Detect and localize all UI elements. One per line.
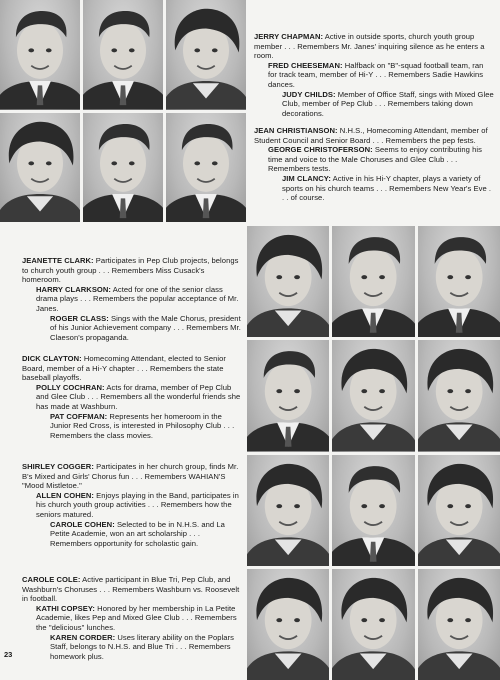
- student-portrait: [83, 113, 163, 223]
- bio-block-left-1: [22, 256, 242, 342]
- student-name: FRED CHEESEMAN:: [268, 60, 343, 70]
- page-number: 23: [4, 650, 13, 659]
- bio-entry: [22, 354, 242, 383]
- student-bio: Active participant in Blue Tri, Pep Club, and Washburn's Choruses . . . Remembers Washburn vs. Roosevelt in football.: [22, 575, 240, 604]
- student-bio: Active in his Hi-Y chapter, plays a variety of sports on his church teams . . . Remembers New Year's Eve . . . of course.: [282, 173, 492, 203]
- student-bio: Enjoys playing in the Band, participates in his church youth group activities . . . Remembers how the seniors matured.: [36, 490, 239, 519]
- bio-entry: [22, 412, 242, 441]
- student-portrait: [332, 340, 414, 451]
- bio-entry: [254, 145, 494, 174]
- student-bio: Homecoming Attendant, elected to Senior Board, member of a Hi-Y chapter . . . Remembers the state baseball playoffs.: [22, 354, 226, 383]
- student-name: HARRY CLARKSON:: [36, 284, 111, 294]
- student-bio: Acted for one of the senior class drama plays . . . Remembers the popular acceptance of Mr. Janes.: [36, 284, 239, 313]
- portrait-grid-right: [247, 226, 500, 680]
- student-bio: Selected to be in N.H.S. and La Petite Academie, won an art scholarship . . . Remembers opportunity for scholastic gain.: [50, 519, 225, 548]
- bio-entry: [22, 491, 242, 520]
- student-portrait: [418, 226, 500, 337]
- bio-entry: [22, 575, 242, 604]
- student-bio: Participates in Pep Club projects, belongs to church youth group . . . Remembers Miss Cusack's homeroom.: [22, 256, 239, 285]
- student-name: JERRY CHAPMAN:: [254, 32, 324, 41]
- student-portrait: [247, 569, 329, 680]
- student-portrait: [332, 455, 414, 566]
- student-portrait: [166, 0, 246, 110]
- student-name: JEAN CHRISTIANSON:: [254, 126, 338, 135]
- bio-entry: [22, 520, 242, 549]
- bio-entry: [22, 462, 242, 491]
- student-name: JEANETTE CLARK:: [22, 256, 94, 265]
- student-name: GEORGE CHRISTOFERSON:: [268, 145, 373, 155]
- bio-block-left-4: [22, 575, 242, 661]
- bio-block-left-2: [22, 354, 242, 440]
- student-portrait: [166, 113, 246, 223]
- student-bio: N.H.S., Homecoming Attendant, member of Student Council and Senior Board . . . Remembers the pep fests.: [254, 126, 488, 145]
- student-name: CAROLE COLE:: [22, 575, 81, 584]
- bio-entry: [254, 126, 494, 145]
- student-portrait: [418, 340, 500, 451]
- student-name: SHIRLEY COGGER:: [22, 462, 94, 471]
- student-bio: Seems to enjoy contributing his time and voice to the Male Choruses and Glee Club . . . Remembers tests.: [268, 145, 482, 174]
- student-bio: Acts for drama, member of Pep Club and Glee Club . . . Remembers all the wonderful friends she has made at Washburn.: [36, 382, 241, 411]
- portrait-grid-top: [0, 0, 246, 222]
- bio-entry: [254, 90, 494, 119]
- student-portrait: [0, 113, 80, 223]
- student-bio: Uses literary ability on the Poplars Staff, belongs to N.H.S. and Blue Tri . . . Remembers homework plus.: [50, 632, 234, 661]
- student-portrait: [332, 226, 414, 337]
- bio-entry: [22, 285, 242, 314]
- bio-entry: [22, 256, 242, 285]
- student-name: JUDY CHILDS:: [282, 89, 336, 99]
- student-name: ROGER CLASS:: [50, 313, 109, 323]
- student-name: DICK CLAYTON:: [22, 354, 82, 363]
- student-bio: Represents her homeroom in the Junior Red Cross, is interested in Philosophy Club . . . Remembers the class movies.: [50, 411, 235, 440]
- student-bio: Active in outside sports, church youth group member . . . Remembers Mr. Janes' inquiring silence as he enters a room.: [254, 32, 485, 61]
- student-name: KATHI COPSEY:: [36, 603, 96, 613]
- student-portrait: [332, 569, 414, 680]
- bio-entry: [254, 32, 494, 61]
- student-portrait: [247, 226, 329, 337]
- student-bio: Member of Office Staff, sings with Mixed Glee Club, member of Pep Club . . . Remembers taking down decorations.: [282, 89, 494, 118]
- student-name: ALLEN COHEN:: [36, 490, 94, 500]
- student-bio: Participates in her church group, finds Mr. B's Mixed and Girls' Chorus fun . . . Remembers WAHIAN'S "Mood Mistletoe.": [22, 462, 239, 491]
- student-bio: Honored by her membership in La Petite Academie, likes Pep and Mixed Glee Club . . . Remembers the "delicious" lunches.: [36, 603, 237, 632]
- bio-entry: [254, 174, 494, 203]
- student-portrait: [0, 0, 80, 110]
- bio-block-top-2: [254, 126, 494, 203]
- bio-entry: [22, 314, 242, 343]
- student-name: POLLY COCHRAN:: [36, 382, 105, 392]
- student-name: JIM CLANCY:: [282, 173, 331, 183]
- student-portrait: [247, 340, 329, 451]
- bio-entry: [22, 604, 242, 633]
- bio-block-top: [254, 32, 494, 118]
- bio-block-left-3: [22, 462, 242, 548]
- student-portrait: [418, 569, 500, 680]
- bio-entry: [254, 61, 494, 90]
- bio-entry: [22, 383, 242, 412]
- student-portrait: [247, 455, 329, 566]
- student-portrait: [418, 455, 500, 566]
- student-bio: Halfback on "B"-squad football team, ran for track team, member of Hi-Y . . . Remembers Sadie Hawkins dances.: [268, 60, 484, 89]
- student-name: KAREN CORDER:: [50, 632, 116, 642]
- student-name: CAROLE COHEN:: [50, 519, 115, 529]
- student-name: PAT COFFMAN:: [50, 411, 108, 421]
- bio-entry: [22, 633, 242, 662]
- student-bio: Sings with the Male Chorus, president of his Junior Achievement company . . . Remembers Mr. Claeson's propaganda.: [50, 313, 241, 342]
- student-portrait: [83, 0, 163, 110]
